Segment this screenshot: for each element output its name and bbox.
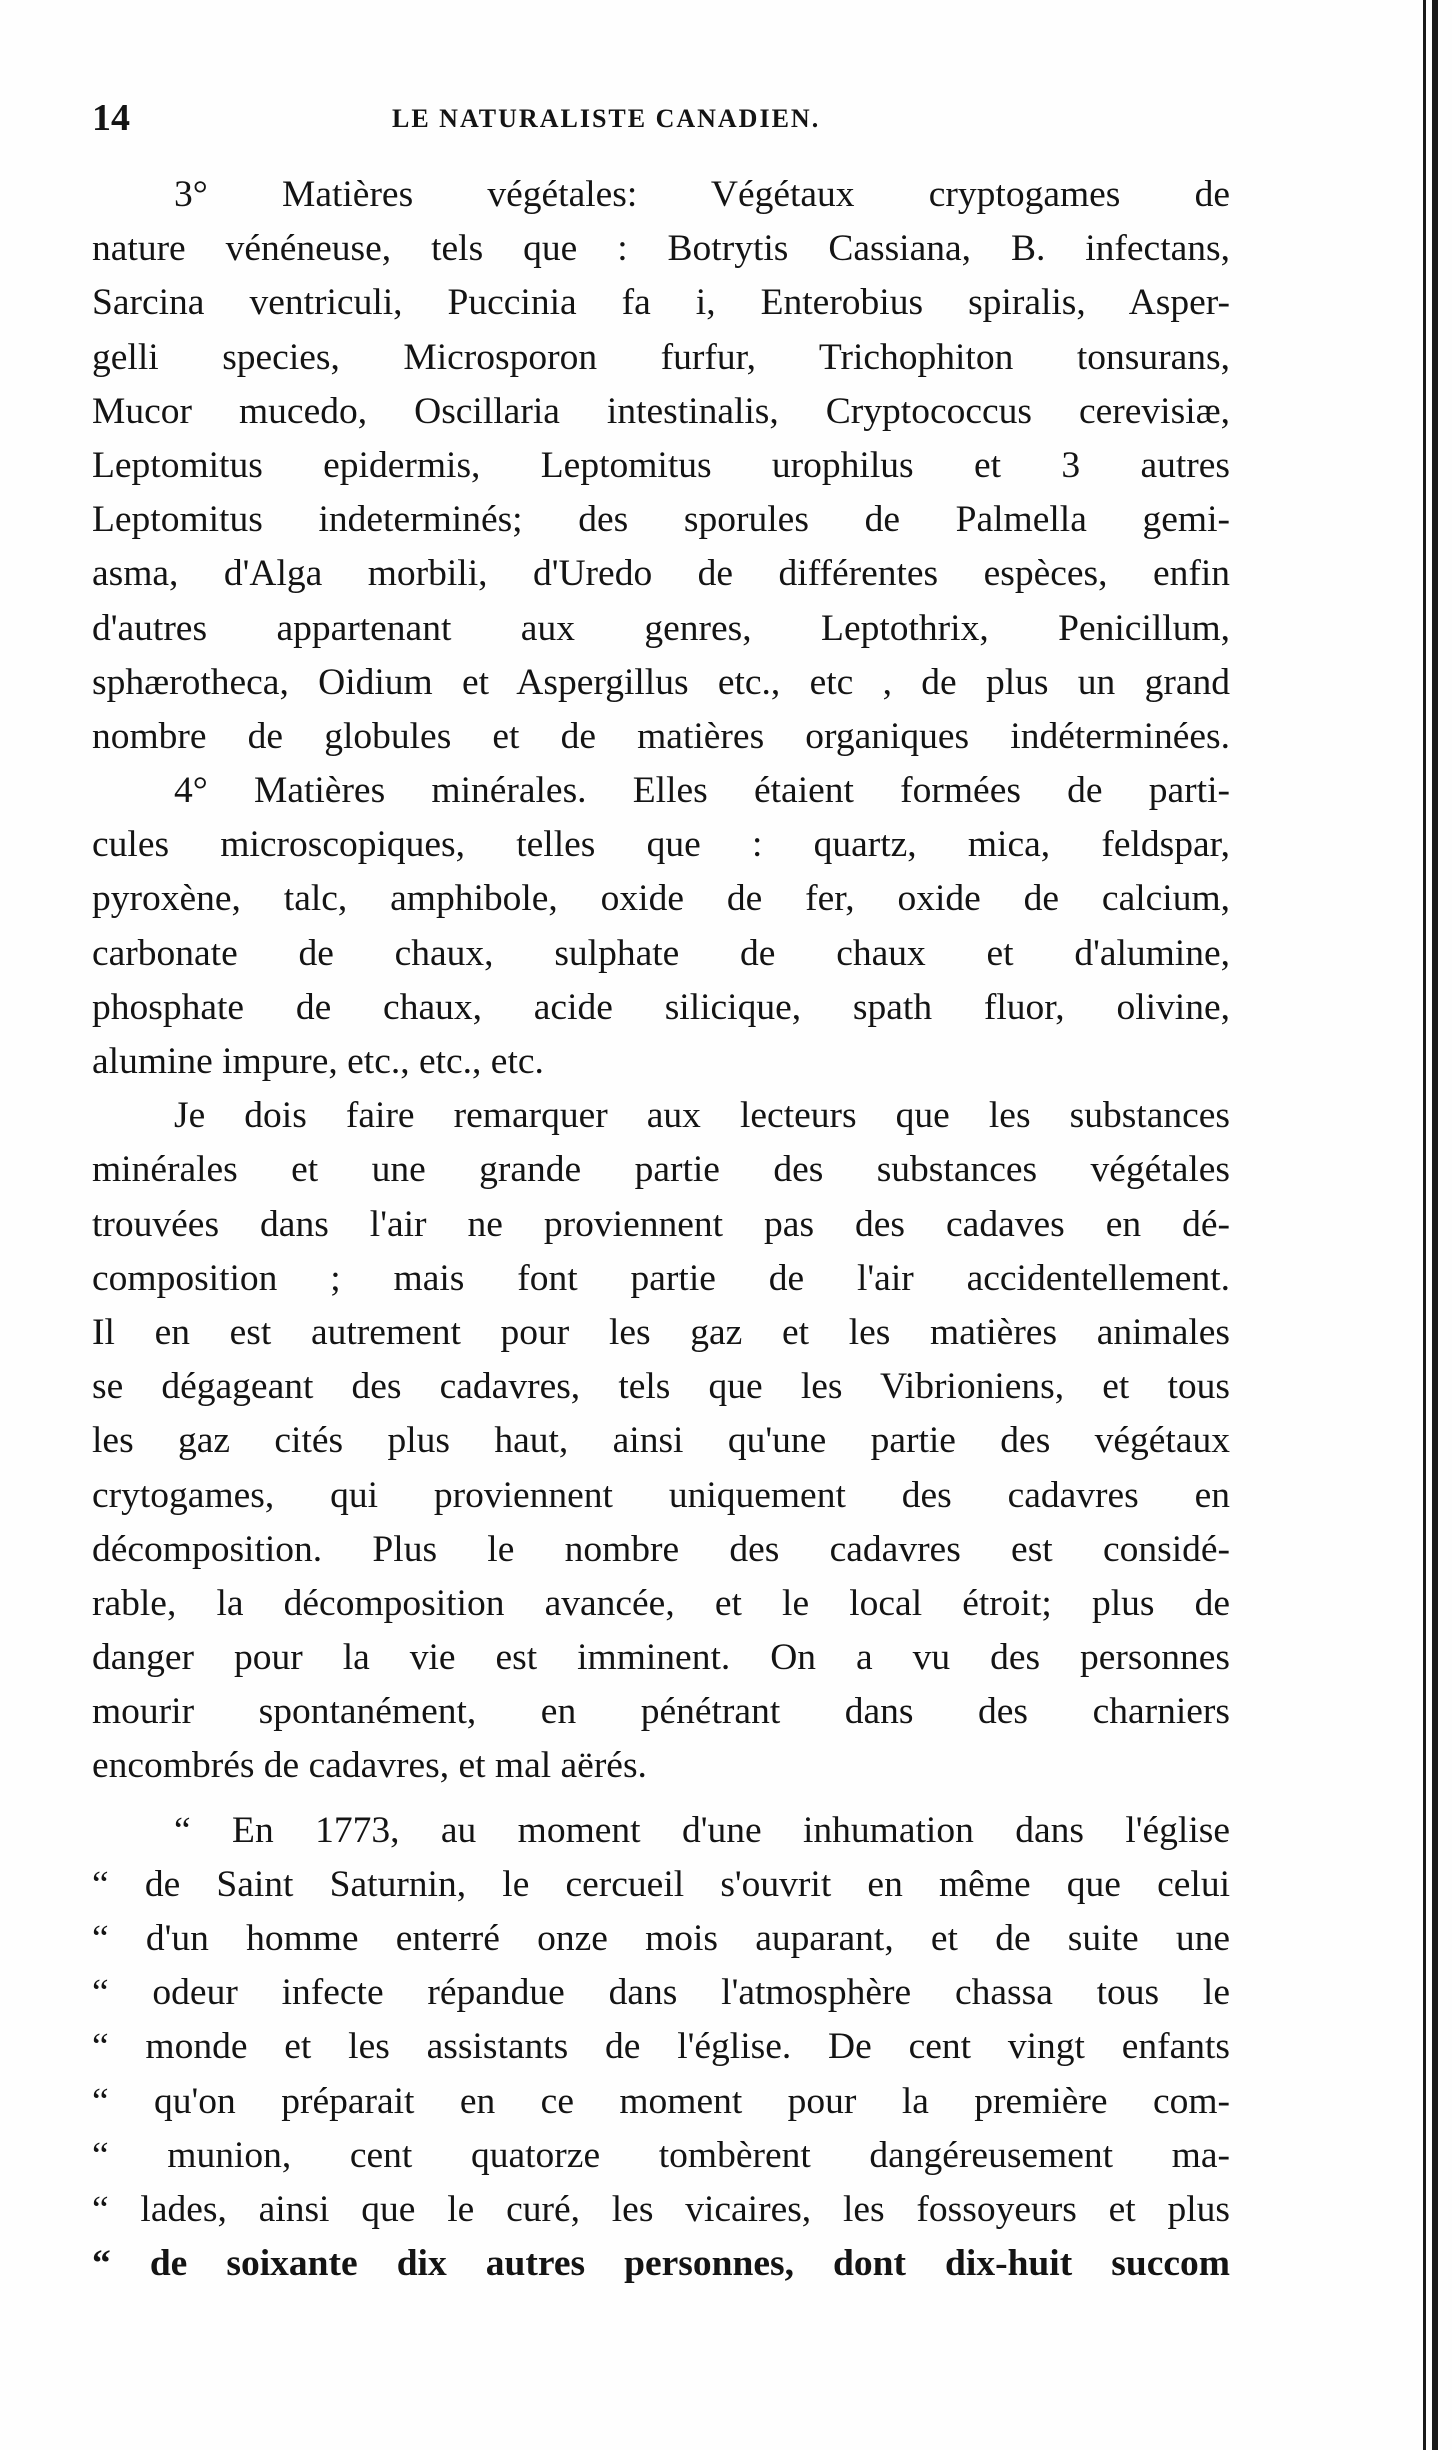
- paragraph-remark: [92, 1089, 1230, 1793]
- text-line: crytogames, qui proviennent uniquement des cadavres en: [92, 1474, 1230, 1516]
- page-number: 14: [92, 97, 130, 139]
- text-line: nature vénéneuse, tels que : Botrytis Cassiana, B. infectans,: [92, 228, 1230, 270]
- text-line: phosphate de chaux, acide silicique, spath fluor, olivine,: [92, 986, 1230, 1028]
- quote-line: “ En 1773, au moment d'une inhumation dans l'église: [174, 1809, 1230, 1851]
- paragraph-quotation: [92, 1804, 1230, 2292]
- quote-line: “ de Saint Saturnin, le cercueil s'ouvrit en même que celui: [92, 1863, 1230, 1905]
- text-line: mourir spontanément, en pénétrant dans des charniers: [92, 1691, 1230, 1733]
- text-line: décomposition. Plus le nombre des cadavres est considé-: [92, 1528, 1230, 1570]
- text-line: d'autres appartenant aux genres, Leptothrix, Penicillum,: [92, 607, 1230, 649]
- text-line: sphærotheca, Oidium et Aspergillus etc., etc , de plus un grand: [92, 661, 1230, 703]
- text-line: Sarcina ventriculi, Puccinia fa i, Enterobius spiralis, Asper-: [92, 282, 1230, 324]
- quote-line: “ d'un homme enterré onze mois auparant, et de suite une: [92, 1918, 1230, 1959]
- text-line: les gaz cités plus haut, ainsi qu'une partie des végétaux: [92, 1420, 1230, 1462]
- text-line: cules microscopiques, telles que : quartz, mica, feldspar,: [92, 824, 1230, 866]
- text-line: asma, d'Alga morbili, d'Uredo de différentes espèces, enfin: [92, 553, 1230, 595]
- text-line: trouvées dans l'air ne proviennent pas des cadaves en dé-: [92, 1203, 1230, 1245]
- quote-line: “ qu'on préparait en ce moment pour la première com-: [92, 2080, 1230, 2122]
- running-head: [92, 96, 1230, 144]
- text-line: alumine impure, etc., etc., etc.: [92, 1041, 544, 1082]
- text-line: rable, la décomposition avancée, et le local étroit; plus de: [92, 1582, 1230, 1624]
- journal-title: LE NATURALISTE CANADIEN.: [392, 104, 821, 133]
- text-line: composition ; mais font partie de l'air accidentellement.: [92, 1257, 1230, 1299]
- text-line: minérales et une grande partie des substances végétales: [92, 1149, 1230, 1191]
- text-line: Leptomitus indeterminés; des sporules de Palmella gemi-: [92, 499, 1230, 541]
- text-line: Il en est autrement pour les gaz et les matières animales: [92, 1311, 1230, 1353]
- text-line: gelli species, Microsporon furfur, Trichophiton tonsurans,: [92, 336, 1230, 378]
- text-line: Je dois faire remarquer aux lecteurs que les substances: [174, 1095, 1230, 1137]
- text-line: Mucor mucedo, Oscillaria intestinalis, Cryptococcus cerevisiæ,: [92, 390, 1230, 432]
- text-line: Leptomitus epidermis, Leptomitus urophilus et 3 autres: [92, 444, 1230, 486]
- text-line: carbonate de chaux, sulphate de chaux et d'alumine,: [92, 932, 1230, 974]
- quote-line: “ odeur infecte répandue dans l'atmosphère chassa tous le: [92, 1972, 1230, 2014]
- quote-line: “ monde et les assistants de l'église. De cent vingt enfants: [92, 2026, 1230, 2068]
- paragraph-mineral-matter: [92, 764, 1230, 1089]
- paragraph-vegetal-matter: [92, 168, 1230, 764]
- text-line: pyroxène, talc, amphibole, oxide de fer, oxide de calcium,: [92, 878, 1230, 920]
- text-line: 4° Matières minérales. Elles étaient formées de parti-: [174, 770, 1230, 812]
- text-line: se dégageant des cadavres, tels que les Vibrioniens, et tous: [92, 1366, 1230, 1408]
- quote-line: “ munion, cent quatorze tombèrent dangéreusement ma-: [92, 2134, 1230, 2176]
- quote-line: “ de soixante dix autres personnes, dont dix-huit succom: [92, 2243, 1230, 2285]
- text-line: 3° Matières végétales: Végétaux cryptogames de: [174, 174, 1230, 215]
- page-edge-rule: [1423, 0, 1426, 2450]
- text-line: danger pour la vie est imminent. On a vu des personnes: [92, 1637, 1230, 1679]
- page-edge-rule: [1432, 0, 1438, 2450]
- text-line: nombre de globules et de matières organiques indéterminées.: [92, 715, 1230, 757]
- quote-line: “ lades, ainsi que le curé, les vicaires, les fossoyeurs et plus: [92, 2188, 1230, 2230]
- text-line: encombrés de cadavres, et mal aërés.: [92, 1745, 647, 1787]
- body-text: [92, 168, 1230, 2291]
